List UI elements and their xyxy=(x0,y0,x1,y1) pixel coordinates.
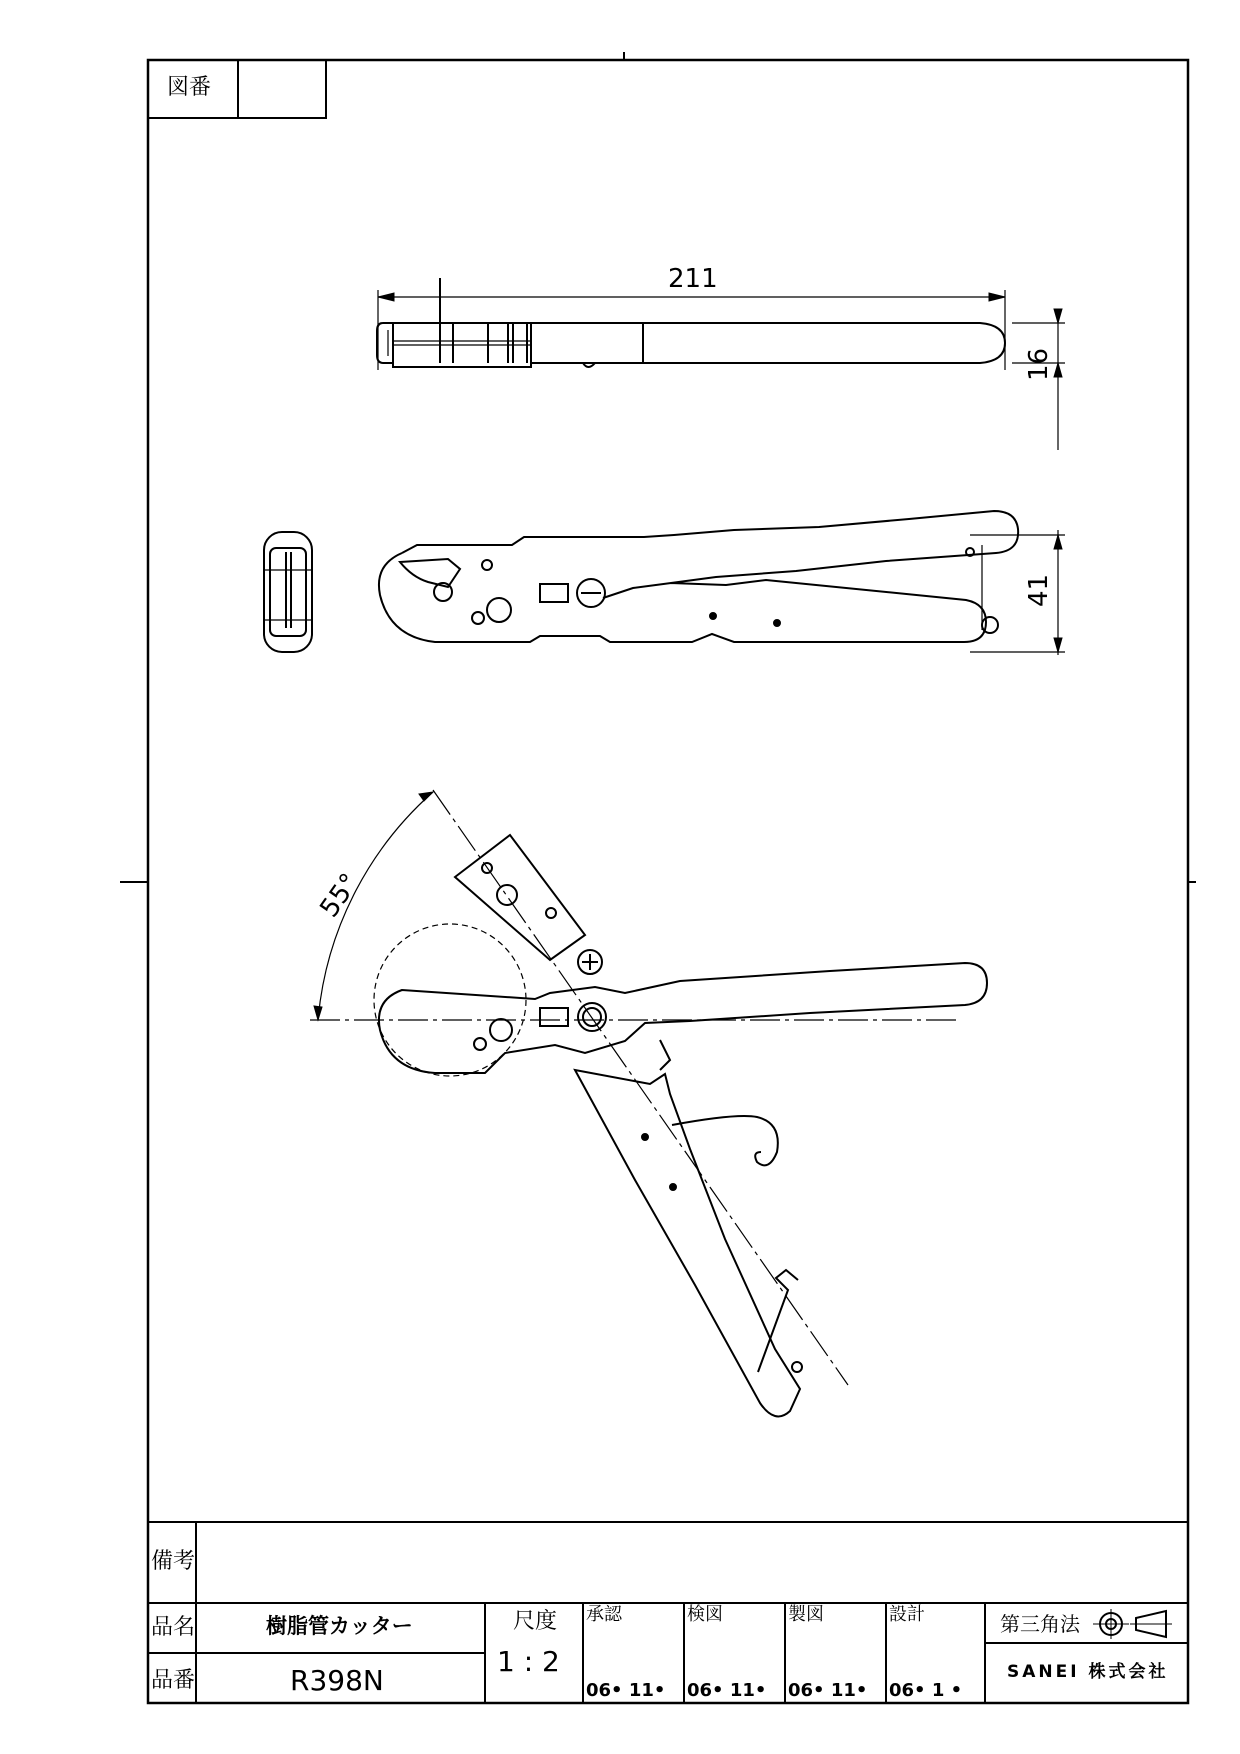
third-angle-projection-symbol xyxy=(1093,1609,1172,1639)
design-date: 06• 1 • xyxy=(889,1680,963,1701)
remarks-label: 備考 xyxy=(151,1549,196,1574)
top-view xyxy=(377,278,1065,450)
product-number-label: 品番 xyxy=(151,1668,196,1693)
dimension-angle: 55° xyxy=(314,868,366,924)
product-name: 樹脂管カッター xyxy=(266,1614,413,1638)
check-label: 検図 xyxy=(687,1604,723,1625)
dimension-length: 211 xyxy=(668,264,718,294)
side-view-closed xyxy=(379,511,1065,655)
drawing-frame xyxy=(148,60,1188,1703)
projection-label: 第三角法 xyxy=(1000,1612,1080,1636)
company-name: SANEI 株式会社 xyxy=(1007,1662,1169,1682)
end-view xyxy=(264,532,312,652)
approval-label: 承認 xyxy=(586,1604,622,1625)
dimension-thickness: 16 xyxy=(1024,347,1054,381)
product-number: R398N xyxy=(290,1664,384,1697)
scale-value: 1 : 2 xyxy=(497,1645,560,1678)
side-view-open xyxy=(310,790,987,1416)
design-label: 設計 xyxy=(889,1604,925,1625)
dimension-height: 41 xyxy=(1024,573,1054,607)
check-date: 06• 11• xyxy=(687,1680,767,1701)
drafting-date: 06• 11• xyxy=(788,1680,868,1701)
product-name-label: 品名 xyxy=(151,1615,196,1640)
drafting-label: 製図 xyxy=(788,1604,824,1625)
approval-date: 06• 11• xyxy=(586,1680,666,1701)
scale-label: 尺度 xyxy=(513,1609,558,1634)
drawing-number-label: 図番 xyxy=(167,75,212,100)
